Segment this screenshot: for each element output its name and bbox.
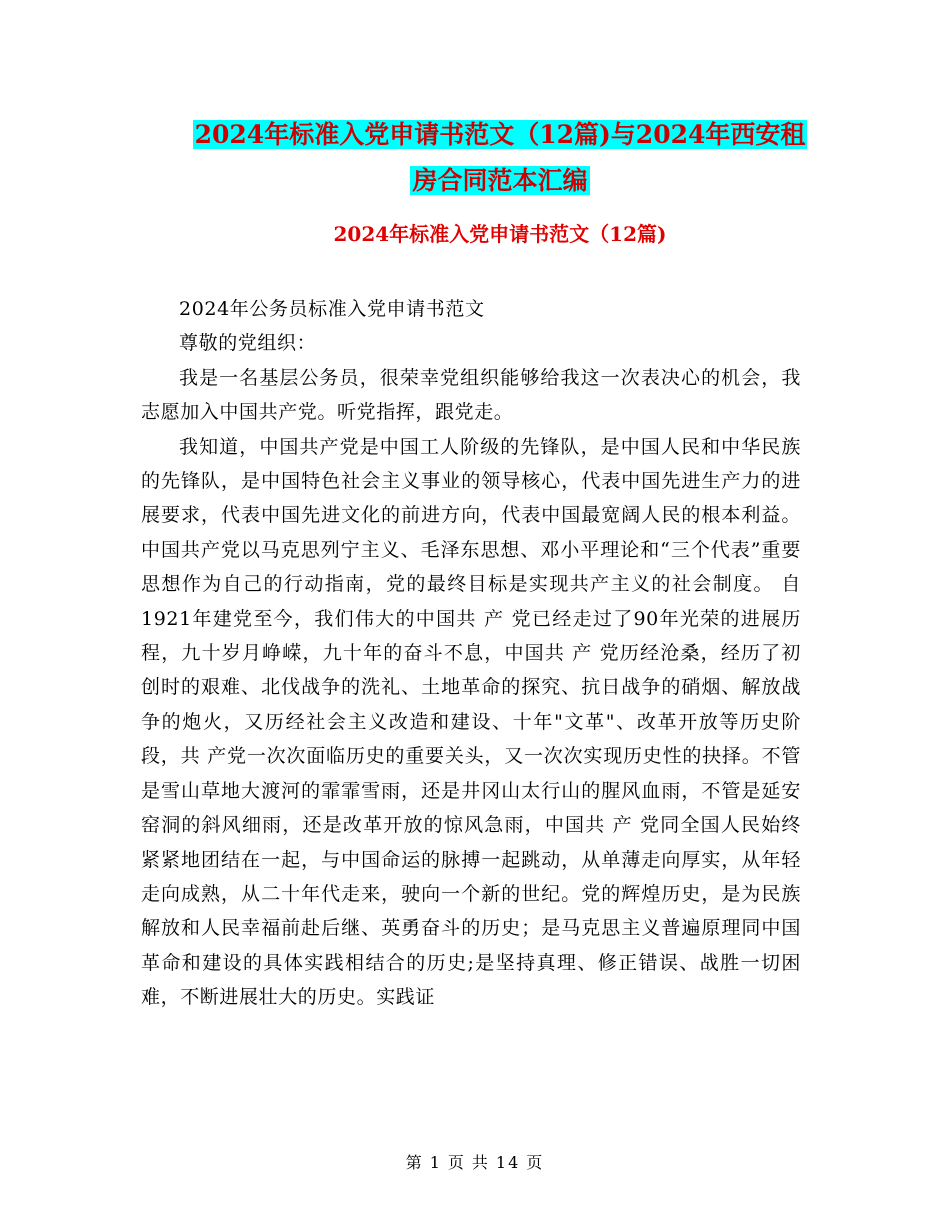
paragraph-heading: 2024年公务员标准入党申请书范文 <box>179 298 485 320</box>
footer-total-pages: 14 <box>495 1153 521 1172</box>
page-footer <box>0 1150 950 1173</box>
document-title <box>140 112 860 204</box>
document-title-line-2: 房合同范本汇编 <box>412 166 588 195</box>
document-title-line-1: 2024年标准入党申请书范文（12篇)与2024年西安租 <box>194 120 806 149</box>
paragraph-main: 我知道，中国共产党是中国工人阶级的先锋队，是中国人民和中华民族的先锋队，是中国特色社会主义事业的领导核心，代表中国先进生产力的进展要求，代表中国先进文化的前进方向，代表中国最宽阔人民的根本利益。中国共产党以马克思列宁主义、毛泽东思想、邓小平理论和“三个代表”重要思想作为自己的行动指南，党的最终目标是实现共产主义的社会制度。 自1921年建党至今，我们伟大的中国共 产 党已经走过了90年光荣的进展历程，九十岁月峥嵘，九十年的奋斗不息，中国共 产 党历经沧桑，经历了初创时的艰难、北伐战争的洗礼、土地革命的探究、抗日战争的硝烟、解放战争的炮火，又历经社会主义改造和建设、十年"文革"、改革开放等历史阶段，共 产党一次次面临历史的重要关头，又一次次实现历史性的抉择。不管是雪山草地大渡河的霏霏雪雨，还是井冈山太行山的腥风血雨，不管是延安窑洞的斜风细雨，还是改革开放的惊风急雨，中国共 产 党同全国人民始终紧紧地团结在一起，与中国命运的脉搏一起跳动，从单薄走向厚实，从年轻走向成熟，从二十年代走来，驶向一个新的世纪。党的辉煌历史，是为民族解放和人民幸福前赴后继、英勇奋斗的历史；是马克思主义普遍原理同中国革命和建设的具体实践相结合的历史;是坚持真理、修正错误、战胜一切困难，不断进展壮大的历史。实践证 <box>141 435 801 1009</box>
document-body <box>141 292 801 1015</box>
paragraph-intro: 我是一名基层公务员，很荣幸党组织能够给我这一次表决心的机会，我志愿加入中国共产党。听党指挥，跟党走。 <box>141 366 801 424</box>
paragraph-salutation: 尊敬的党组织： <box>179 332 317 355</box>
footer-page-label: 页 <box>447 1153 466 1172</box>
footer-total-label: 共 <box>471 1153 490 1172</box>
footer-suffix: 页 <box>526 1153 545 1172</box>
section-title: 2024年标准入党申请书范文（12篇) <box>333 222 667 246</box>
footer-page-number: 1 <box>429 1153 442 1172</box>
footer-prefix: 第 <box>405 1153 424 1172</box>
